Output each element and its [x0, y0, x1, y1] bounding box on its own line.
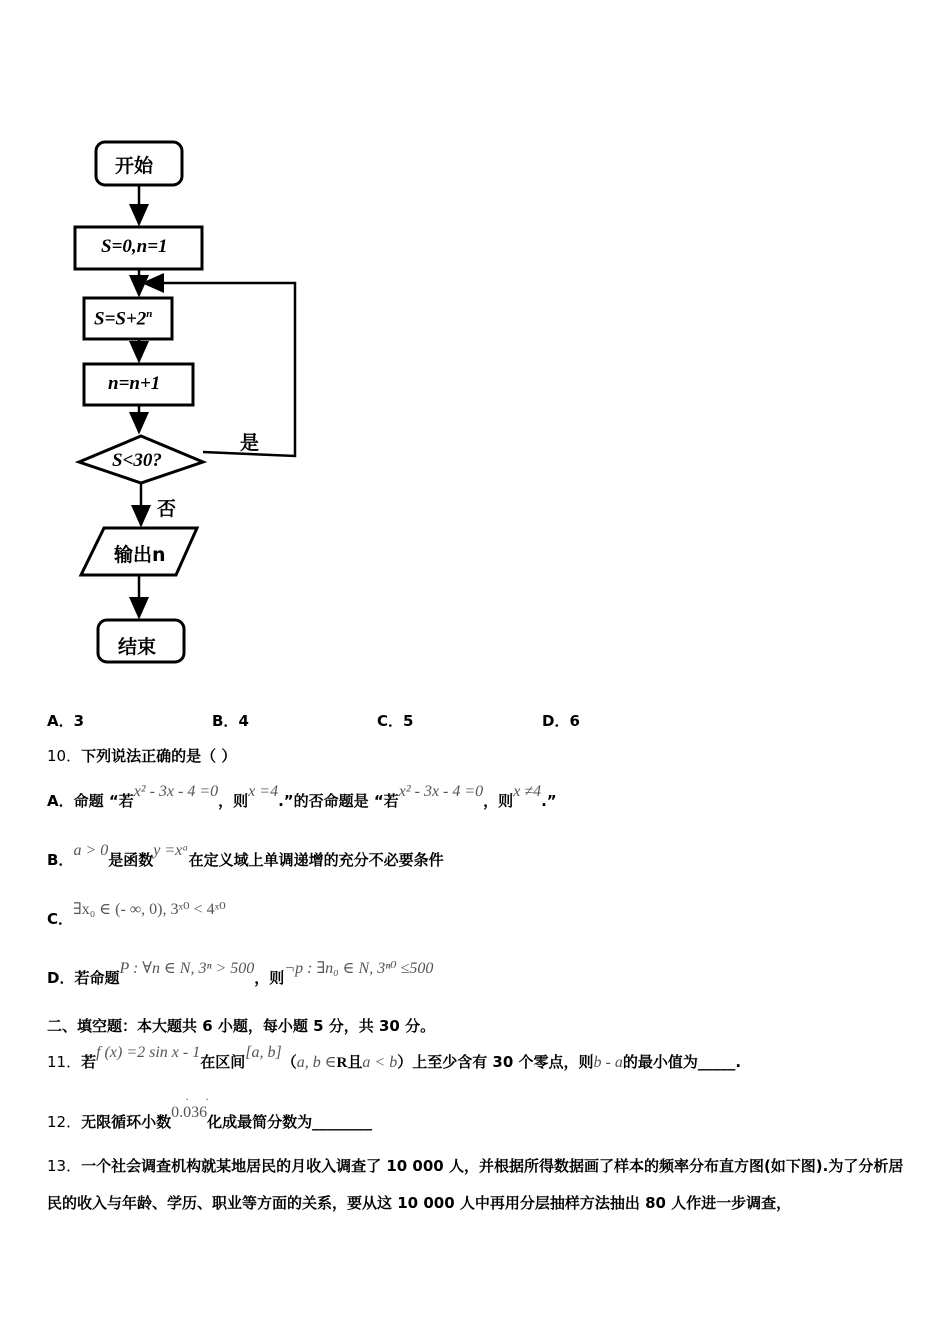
q10-option-c: C．∃x₀ ∈ (- ∞, 0), 3ˣ⁰ < 4ˣ⁰ [47, 901, 226, 928]
no-label: 否 [157, 498, 177, 520]
condition-label: S<30? [112, 450, 162, 471]
output-label: 输出n [114, 544, 166, 566]
q11: 11．若f (x) =2 sin x - 1在区间[a, b]（a, b ∈R且a < b）上至少含有 30 个零点，则b - a的最小值为_____. [47, 1044, 742, 1071]
choice-c: C．5 [377, 712, 414, 730]
choice-b: B．4 [212, 712, 249, 730]
q10-stem: 10．下列说法正确的是（ ） [47, 747, 237, 765]
q10-option-b: B．a > 0是函数y =xᵃ在定义域上单调递增的充分不必要条件 [47, 842, 444, 869]
choice-a: A．3 [47, 712, 85, 730]
end-label: 结束 [118, 636, 157, 658]
update-s-label: $S=S+2^n$ [94, 308, 153, 330]
q12: 12．无限循环小数0.036 ·· 化成最简分数为________ [47, 1092, 373, 1131]
start-label: 开始 [115, 155, 154, 177]
flowchart-lines [0, 0, 320, 680]
repeating-decimal: 0.036 ·· [171, 1092, 226, 1121]
q10-option-a: A．命题 “若x² - 3x - 4 =0，则x =4.”的否命题是 “若x² - 3x - 4 =0，则x ≠4.” [47, 783, 557, 810]
q10-option-d: D．若命题P : ∀n ∈ N, 3ⁿ > 500，则¬p : ∃n₀ ∈ N, 3ⁿ⁰ ≤500 [47, 960, 434, 987]
q13: 13．一个社会调查机构就某地居民的月收入调查了 10 000 人，并根据所得数据画了样本的频率分布直方图(如下图).为了分析居民的收入与年龄、学历、职业等方面的关系，要从这 10 000 人中再用分层抽样方法抽出 80 人作进一步调查， [47, 1157, 904, 1212]
q9-choices [47, 710, 707, 731]
choice-d: D．6 [542, 712, 580, 730]
section-2-heading: 二、填空题：本大题共 6 小题，每小题 5 分，共 30 分。 [47, 1017, 436, 1035]
init-label: S=0,n=1 [101, 236, 168, 257]
yes-label: 是 [240, 432, 260, 454]
update-n-label: n=n+1 [108, 373, 161, 394]
